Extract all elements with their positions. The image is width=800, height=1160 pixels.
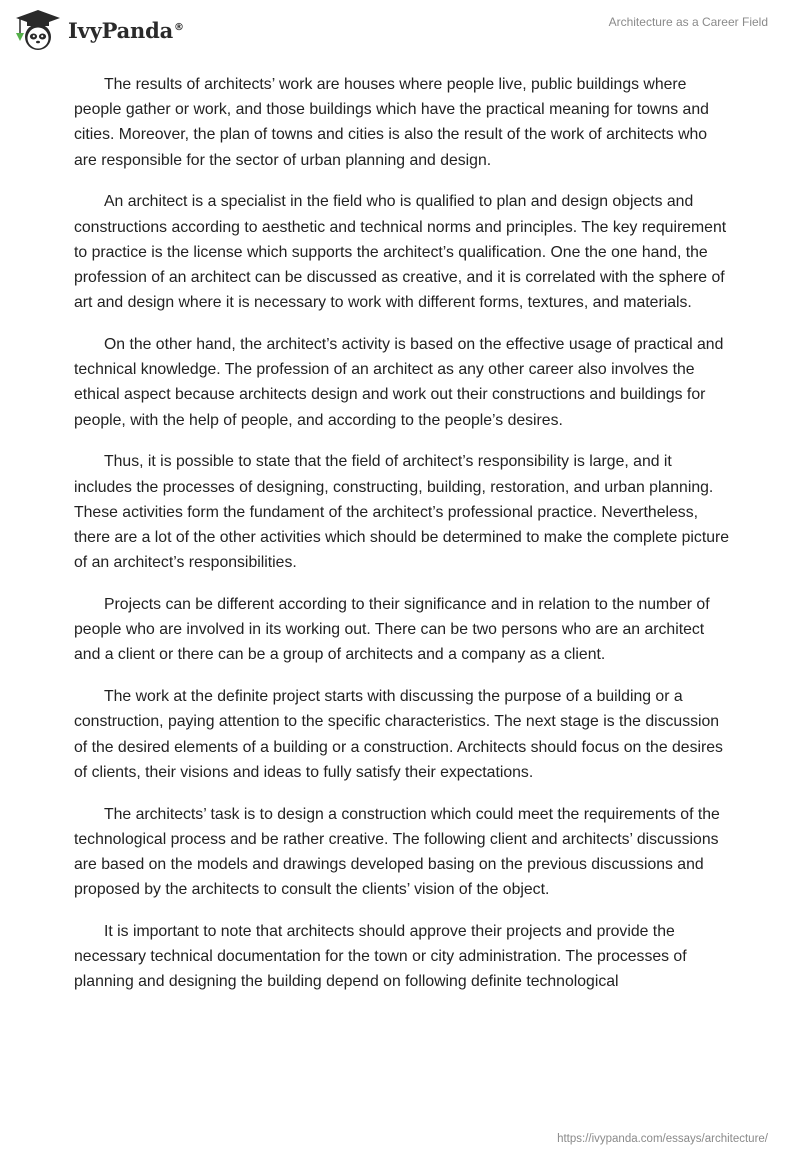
paragraph: It is important to note that architects should approve their projects and provide the necessary technical documentation for the town or city administration. The processes of planning and designing the building depend on following definite technological — [74, 923, 687, 991]
source-url[interactable]: https://ivypanda.com/essays/architecture/ — [557, 1133, 768, 1145]
paragraph: The architects’ task is to design a construction which could meet the requirements of the technological process and be rather creative. The following client and architects’ discussions are based on the models and drawings developed basing on the previous discussions and proposed by the architects to consult the clients’ vision of the object. — [74, 805, 720, 899]
essay-body — [74, 72, 730, 1011]
panda-graduate-icon — [14, 8, 62, 52]
page-header — [0, 0, 800, 60]
brand-name: IvyPanda® — [68, 17, 184, 43]
paragraph: An architect is a specialist in the field who is qualified to plan and design objects and constructions according to aesthetic and technical norms and principles. The key requirement to practice is the license which supports the architect’s qualification. One the one hand, the profession of an architect can be discussed as creative, and it is correlated with the sphere of art and design where it is necessary to work with different forms, textures, and materials. — [74, 193, 727, 312]
paragraph: The work at the definite project starts with discussing the purpose of a building or a construction, paying attention to the specific characteristics. The next stage is the discussion of the desired elements of a building or a construction. Architects should focus on the desires of clients, their visions and ideas to fully satisfy their expectations. — [74, 688, 723, 781]
paragraph: The results of architects’ work are houses where people live, public buildings where people gather or work, and those buildings which have the practical meaning for towns and cities. Moreover, the plan of towns and cities is also the result of the work of architects who are responsible for the sector of urban planning and design. — [74, 76, 709, 169]
paragraph: Projects can be different according to their significance and in relation to the number of people who are involved in its working out. There can be two persons who are an architect and a client or there can be a group of architects and a company as a client. — [74, 596, 710, 664]
paragraph: On the other hand, the architect’s activity is based on the effective usage of practical and technical knowledge. The profession of an architect as any other career also involves the ethical aspect because architects design and work out their constructions and buildings for people, with the help of people, and according to the people’s desires. — [74, 336, 724, 429]
document-title: Architecture as a Career Field — [608, 15, 768, 29]
registered-mark: ® — [174, 21, 184, 33]
ivypanda-logo[interactable] — [14, 8, 184, 52]
paragraph: Thus, it is possible to state that the field of architect’s responsibility is large, and it includes the processes of designing, constructing, building, restoration, and urban planning. These activities form the fundament of the architect’s professional practice. Nevertheless, there are a lot of the other activities which should be determined to make the complete picture of an architect’s responsibilities. — [74, 453, 730, 572]
